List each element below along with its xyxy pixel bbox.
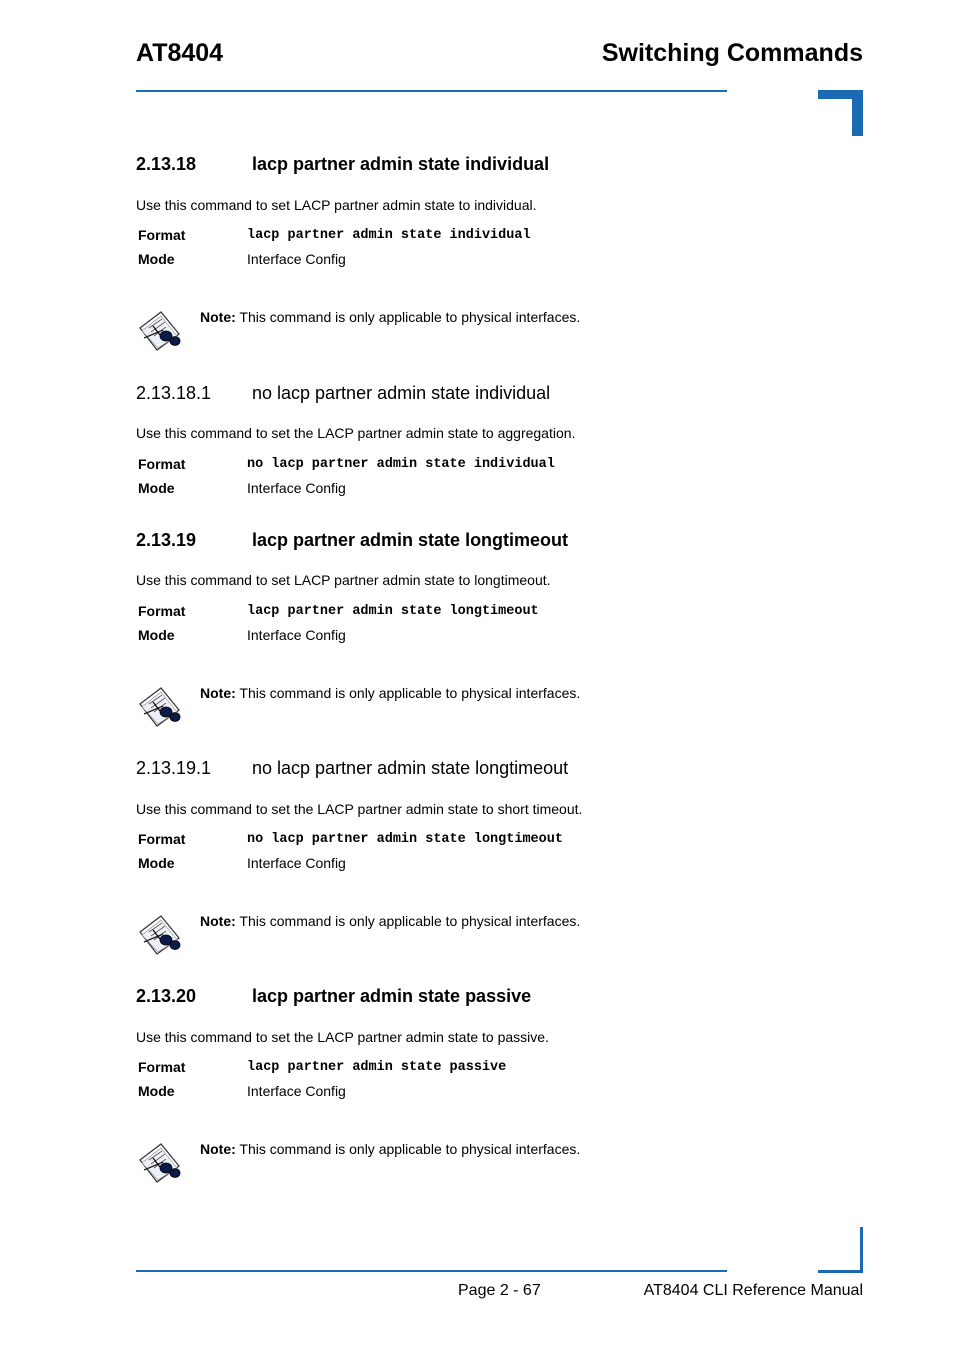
mode-label: Mode bbox=[138, 480, 175, 496]
note-label: Note: bbox=[200, 913, 236, 929]
section-number: 2.13.18 bbox=[136, 154, 197, 174]
header-rule bbox=[136, 90, 727, 92]
mode-label: Mode bbox=[138, 1083, 175, 1099]
section-description: Use this command to set the LACP partner admin state to passive. bbox=[136, 1029, 549, 1045]
section-description: Use this command to set LACP partner admin state to longtimeout. bbox=[136, 572, 551, 588]
format-label: Format bbox=[138, 603, 186, 619]
section-description: Use this command to set the LACP partner admin state to aggregation. bbox=[136, 425, 576, 441]
format-command: no lacp partner admin state individual bbox=[247, 457, 555, 472]
mode-value: Interface Config bbox=[247, 251, 346, 267]
format-command: lacp partner admin state individual bbox=[247, 228, 531, 243]
note-text bbox=[200, 308, 580, 326]
note-label: Note: bbox=[200, 685, 236, 701]
mode-label: Mode bbox=[138, 855, 175, 871]
section-description: Use this command to set the LACP partner admin state to short timeout. bbox=[136, 801, 583, 817]
note-text bbox=[200, 1140, 580, 1158]
note-body: This command is only applicable to physical interfaces. bbox=[239, 685, 581, 701]
section-number: 2.13.19.1 bbox=[136, 758, 212, 778]
section-title: lacp partner admin state passive bbox=[252, 986, 532, 1006]
manual-title: AT8404 CLI Reference Manual bbox=[643, 1282, 863, 1299]
note-body: This command is only applicable to physical interfaces. bbox=[239, 913, 581, 929]
section-number: 2.13.19 bbox=[136, 530, 197, 550]
mode-value: Interface Config bbox=[247, 855, 346, 871]
note-body: This command is only applicable to physical interfaces. bbox=[239, 1141, 581, 1157]
format-command: lacp partner admin state passive bbox=[247, 1060, 507, 1075]
header-chapter: Switching Commands bbox=[601, 39, 863, 67]
mode-value: Interface Config bbox=[247, 1083, 346, 1099]
format-label: Format bbox=[138, 456, 186, 472]
mode-value: Interface Config bbox=[247, 627, 346, 643]
note-text bbox=[200, 912, 580, 930]
corner-mark-bottom bbox=[860, 1227, 863, 1273]
mode-value: Interface Config bbox=[247, 480, 346, 496]
section-title: no lacp partner admin state longtimeout bbox=[252, 758, 569, 778]
corner-mark-top-vertical bbox=[852, 90, 863, 136]
footer-rule bbox=[136, 1270, 727, 1272]
note-text bbox=[200, 684, 580, 702]
note-label: Note: bbox=[200, 1141, 236, 1157]
section-title: lacp partner admin state longtimeout bbox=[252, 530, 569, 550]
section-number: 2.13.20 bbox=[136, 986, 197, 1006]
note-icon bbox=[137, 1140, 183, 1184]
format-label: Format bbox=[138, 227, 186, 243]
section-title: no lacp partner admin state individual bbox=[252, 383, 551, 403]
section-title: lacp partner admin state individual bbox=[252, 154, 550, 174]
header-product: AT8404 bbox=[136, 39, 224, 67]
section-number: 2.13.18.1 bbox=[136, 383, 212, 403]
note-icon bbox=[137, 308, 183, 352]
format-command: no lacp partner admin state longtimeout bbox=[247, 832, 563, 847]
format-label: Format bbox=[138, 1059, 186, 1075]
corner-mark-bottom-horizontal bbox=[818, 1270, 863, 1273]
mode-label: Mode bbox=[138, 627, 175, 643]
note-icon bbox=[137, 684, 183, 728]
note-body: This command is only applicable to physical interfaces. bbox=[239, 309, 581, 325]
format-command: lacp partner admin state longtimeout bbox=[247, 604, 539, 619]
page-number: Page 2 - 67 bbox=[458, 1282, 541, 1299]
format-label: Format bbox=[138, 831, 186, 847]
section-description: Use this command to set LACP partner admin state to individual. bbox=[136, 197, 537, 213]
mode-label: Mode bbox=[138, 251, 175, 267]
note-label: Note: bbox=[200, 309, 236, 325]
note-icon bbox=[137, 912, 183, 956]
